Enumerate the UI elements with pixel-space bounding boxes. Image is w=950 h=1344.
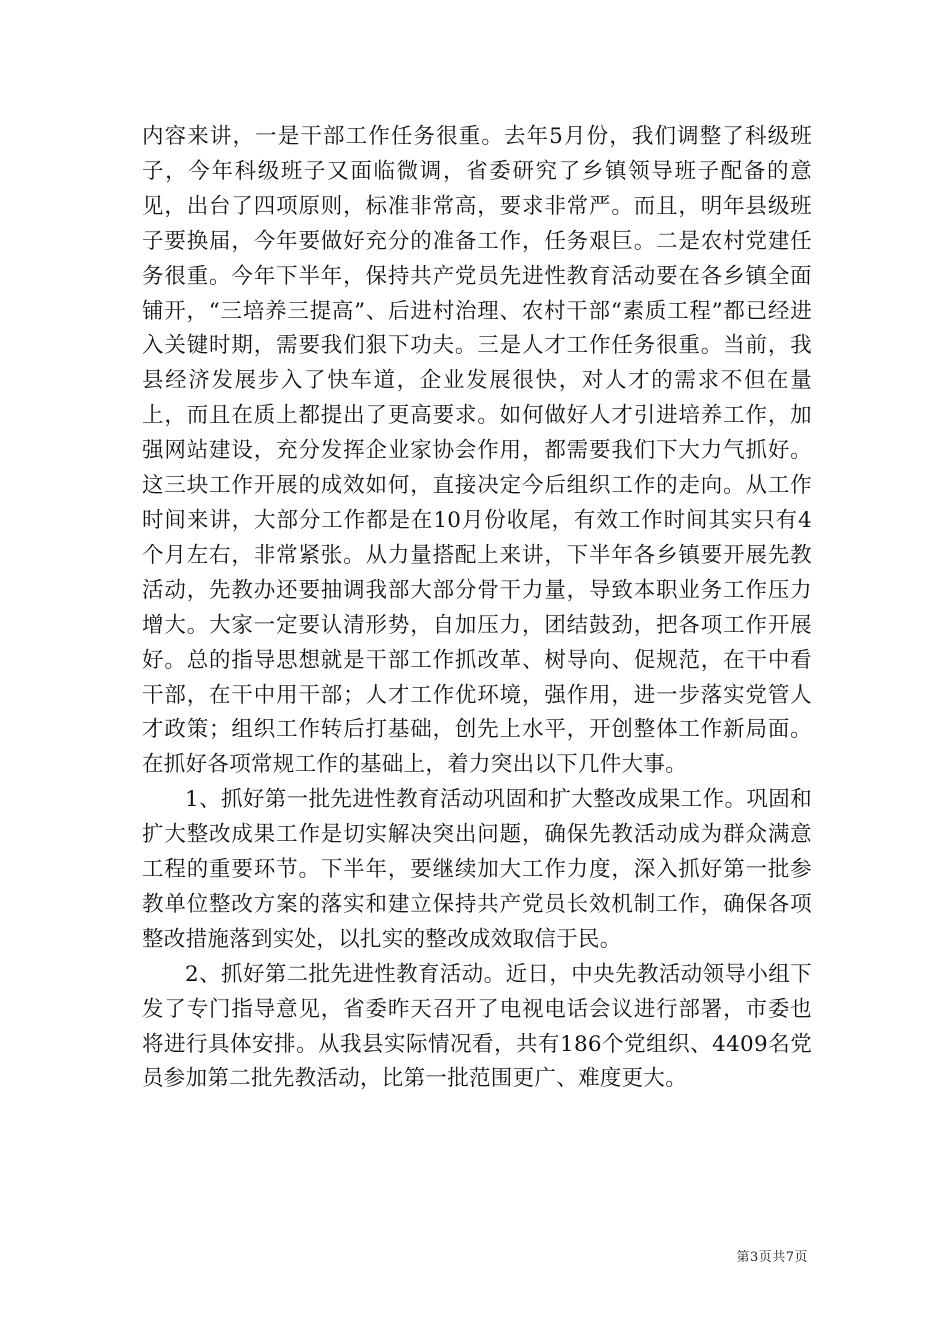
- paragraph-2: 1、抓好第一批先进性教育活动巩固和扩大整改成果工作。巩固和扩大整改成果工作是切实解决突出问题，确保先教活动成为群众满意工程的重要环节。下半年，要继续加大工作力度，深入抓好第一批参教单位整改方案的落实和建立保持共产党员长效机制工作，确保各项整改措施落到实处，以扎实的整改成效取信于民。: [142, 787, 812, 952]
- paragraph-1: 内容来讲，一是干部工作任务很重。去年5月份，我们调整了科级班子，今年科级班子又面临微调，省委研究了乡镇领导班子配备的意见，出台了四项原则，标准非常高，要求非常严。而且，明年县级班子要换届，今年要做好充分的准备工作，任务艰巨。二是农村党建任务很重。今年下半年，保持共产党员先进性教育活动要在各乡镇全面铺开，“三培养三提高”、后进村治理、农村干部“素质工程”都已经进入关键时期，需要我们狠下功夫。三是人才工作任务很重。当前，我县经济发展步入了快车道，企业发展很快，对人才的需求不但在量上，而且在质上都提出了更高要求。如何做好人才引进培养工作，加强网站建设，充分发挥企业家协会作用，都需要我们下大力气抓好。这三块工作开展的成效如何，直接决定今后组织工作的走向。从工作时间来讲，大部分工作都是在10月份收尾，有效工作时间其实只有4个月左右，非常紧张。从力量搭配上来讲，下半年各乡镇要开展先教活动，先教办还要抽调我部大部分骨干力量，导致本职业务工作压力增大。大家一定要认清形势，自加压力，团结鼓劲，把各项工作开展好。总的指导思想就是干部工作抓改革、树导向、促规范，在干中看干部，在干中用干部；人才工作优环境，强作用，进一步落实党管人才政策；组织工作转后打基础，创先上水平，开创整体工作新局面。在抓好各项常规工作的基础上，着力突出以下几件大事。: [142, 124, 812, 778]
- document-body: [142, 120, 812, 1097]
- page-number-footer: 第3页共7页: [736, 1250, 808, 1265]
- paragraph-3: 2、抓好第二批先进性教育活动。近日，中央先教活动领导小组下发了专门指导意见，省委昨天召开了电视电话会议进行部署，市委也将进行具体安排。从我县实际情况看，共有186个党组织、4409名党员参加第二批先教活动，比第一批范围更广、难度更大。: [142, 961, 812, 1092]
